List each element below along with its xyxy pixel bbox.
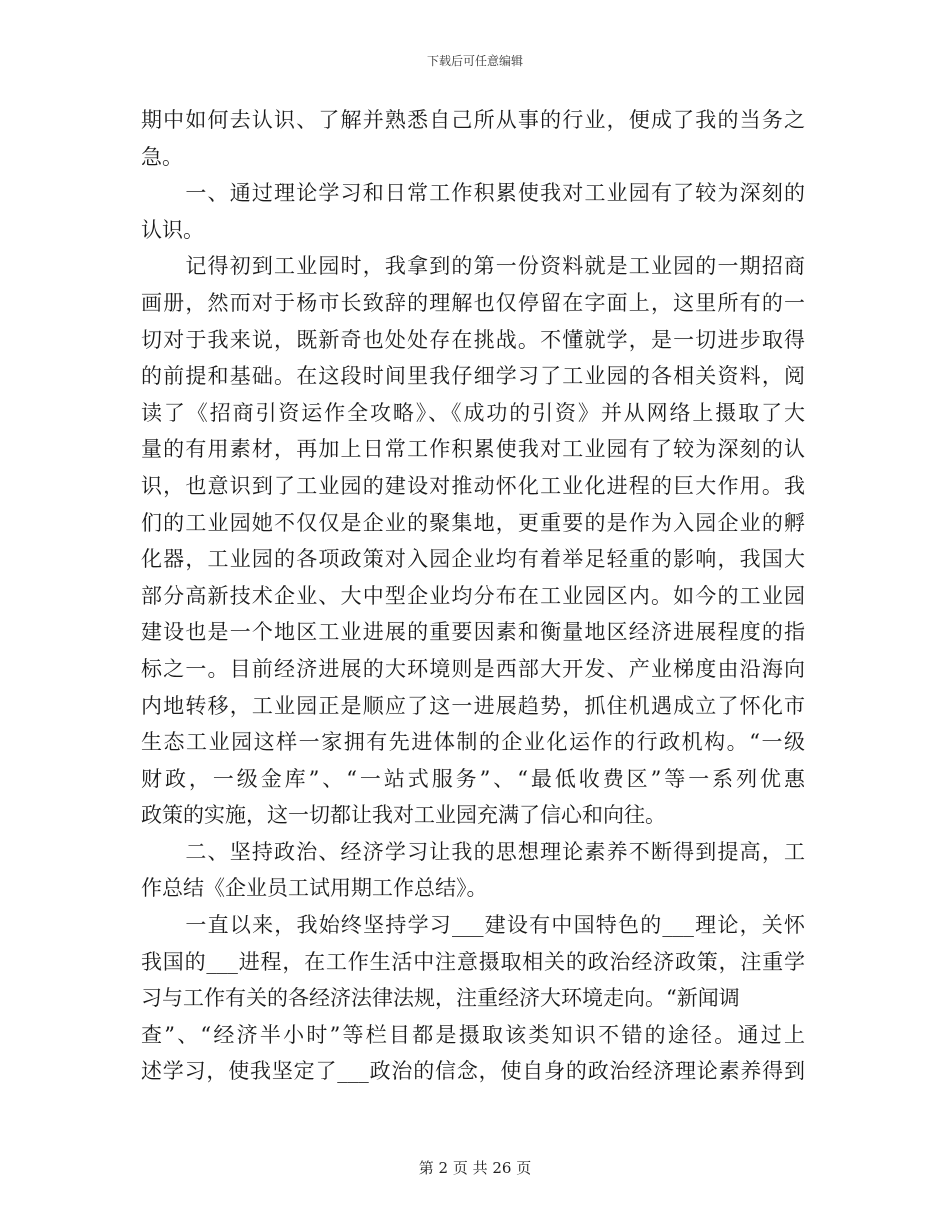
text-line: 作总结《企业员工试用期工作总结》。 [141,876,488,901]
text-line: 生态工业园这样一家拥有先进体制的企业化运作的行政机构。“一级 [141,730,805,755]
text-line: 认识。 [141,217,204,242]
text-line: 量的有用素材，再加上日常工作积累使我对工业园有了较为深刻的认 [141,437,805,462]
text-line: 化器，工业园的各项政策对入园企业均有着举足轻重的影响，我国大 [141,547,805,572]
text-line: 建设也是一个地区工业进展的重要因素和衡量地区经济进展程度的指 [141,620,805,645]
text-line: 二、坚持政治、经济学习让我的思想理论素养不断得到提高，工 [141,839,805,864]
document-body [141,102,805,1090]
text-line: 政策的实施，这一切都让我对工业园充满了信心和向往。 [141,803,666,828]
text-line: 述学习，使我坚定了___政治的信念，使自身的政治经济理论素养得到 [141,1059,805,1084]
text-line: 识，也意识到了工业园的建设对推动怀化工业化进程的巨大作用。我 [141,473,805,498]
text-line: 部分高新技术企业、大中型企业均分布在工业园区内。如今的工业园 [141,583,805,608]
text-line: 读了《招商引资运作全攻略》、《成功的引资》并从网络上摄取了大 [141,400,805,425]
text-line: 查”、“经济半小时”等栏目都是摄取该类知识不错的途径。通过上 [141,1022,805,1047]
text-line: 习与工作有关的各经济法律法规，注重经济大环境走向。“新闻调 [141,986,740,1011]
text-line: 们的工业园她不仅仅是企业的聚集地，更重要的是作为入园企业的孵 [141,510,805,535]
text-line: 画册，然而对于杨市长致辞的理解也仅停留在字面上，这里所有的一 [141,290,805,315]
text-line: 内地转移，工业园正是顺应了这一进展趋势，抓住机遇成立了怀化市 [141,693,805,718]
text-line: 的前提和基础。在这段时间里我仔细学习了工业园的各相关资料，阅 [141,364,805,389]
text-line: 急。 [141,144,183,169]
page-header: 下载后可任意编辑 [426,54,523,68]
text-line: 财政，一级金库”、“一站式服务”、“最低收费区”等一系列优惠 [141,766,805,791]
text-line: 我国的___进程，在工作生活中注意摄取相关的政治经济政策，注重学 [141,949,805,974]
text-line: 期中如何去认识、了解并熟悉自己所从事的行业，便成了我的当务之 [141,108,805,132]
text-line: 一直以来，我始终坚持学习___建设有中国特色的___理论，关怀 [141,913,805,938]
text-line: 记得初到工业园时，我拿到的第一份资料就是工业园的一期招商 [141,254,805,279]
page-number: 第 2 页 共 26 页 [418,1159,532,1177]
text-line: 切对于我来说，既新奇也处处存在挑战。不懂就学，是一切进步取得 [141,327,805,352]
text-line: 一、通过理论学习和日常工作积累使我对工业园有了较为深刻的 [141,181,805,206]
text-line: 标之一。目前经济进展的大环境则是西部大开发、产业梯度由沿海向 [141,656,805,681]
